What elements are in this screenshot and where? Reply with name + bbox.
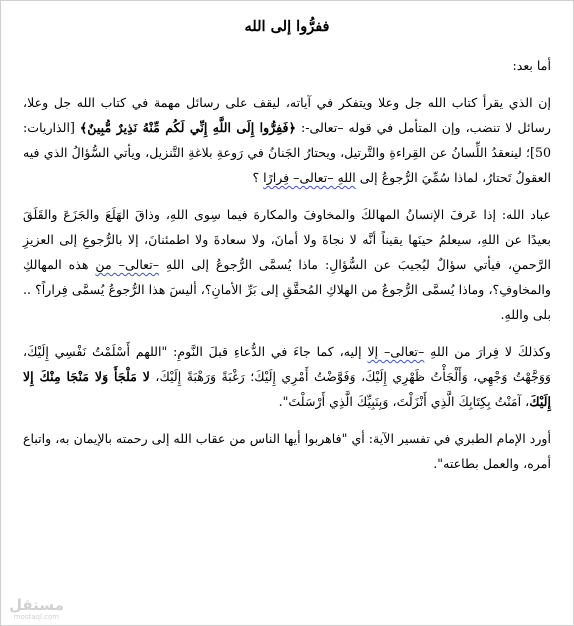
paragraph-2-text-a: عباد الله: إذا عَرفَ الإنسانُ المهالكَ والمخاوفَ والمكارهَ فيما سِوى اللهِ، وذاقَ الهَلَعَ والجَزَعَ والقَلَقَ بعيدًا عن اللهِ، سيعلمُ حينَها يقيناً أنَّه لا نجاةَ ولا أمانَ، ولا سعادةَ ولا اطمئنانَ، إلا بالرُّجوعِ إلى العزيزِ الرَّحمنِ، فيأتي سؤالٌ ليُجيبَ عن السُّؤالِ: ماذا يُسمَّى الرُّجوعُ إلى اللهِ [23,207,551,272]
greeting-line: أما بعد: [512,58,551,73]
quran-verse: ﴿فَفِرُّوا إِلَى اللَّهِ إِنِّي لَكُم مِّنْهُ نَذِيرٌ مُّبِينٌ﴾ [79,120,296,135]
watermark-site: mostaql.com [13,613,60,621]
watermark-logo: مستقل [9,596,64,614]
mostaql-watermark [9,598,64,621]
spellcheck-underline-2: –تعالى– من [95,257,160,272]
paragraph-4 [23,426,551,476]
page-title: ففرُّوا إلى الله [244,18,330,35]
document-body [23,15,551,625]
paragraph-3-text-c: ، آمَنْتُ بِكِتَابِكَ الَّذِي أَنْزَلْتَ، وَبِنَبِيِّكَ الَّذِي أَرْسَلْتَ". [278,394,530,409]
paragraph-1-text-c: ؟ [252,170,264,185]
spellcheck-underline-1: اللهِ –تعالى– فِرارًا [263,170,356,185]
hadith-bold-phrase: لا مَلْجَأَ وَلا مَنْجَا مِنْكَ إِلا إِلَيْكَ [23,369,551,409]
paragraph-1-text-b: [الذاريات: 50]؛ لينعقدُ اللِّسانُ عن القِراءةِ والتَّرتيل، ويحتارُ الجَنانُ في رَوعةِ بلاغةِ التَّنزيل، ويأتي السُّؤالُ الذي فيه العقولُ تَحتارُ، لماذا سُمِّيَ الرُّجوعُ إلى [23,120,551,185]
paragraph-2 [23,202,551,327]
paragraph-1 [23,90,551,190]
paragraph-2-text-b: هذه المهالكِ والمخاوفِ؟، وماذا يُسمَّى الرُّجوعُ من الهلاكِ المُحقَّقِ إلى بَرِّ الأمانِ؟، أليسَ هذا الرُّجوعُ يُسمَّى فِراراً؟ .. بلى واللهِ. [23,257,551,322]
paragraph-3-text-a: وكذلكَ لا فِرارَ من اللهِ [424,344,552,359]
paragraph-1-text-a: إن الذي يقرأ كتاب الله جل وعلا ويتفكر في آياته، ليقف على رسائل مهمة في كتاب الله جل وعلا، رسائل لا تنضب، وإن المتأمل في قوله –تعالى-: [23,95,551,135]
paragraph-3-text-b: إليه، كما جاءَ في الدُّعاءِ قبلَ النَّومِ: "اللهم أَسْلَمْتُ نَفْسِي إِلَيْكَ، وَوَجَّهْتُ وَجْهِي، وَأَلْجَأْتُ ظَهْرِي إِلَيْكَ، وَفَوَّضْتُ أَمْرِي إِلَيْكَ؛ رَغْبَةً وَرَهْبَةً إِلَيْكَ، [23,344,551,384]
paragraph-3 [23,339,551,414]
spellcheck-underline-3: –تعالى– إلا [367,344,425,359]
paragraph-4-text: أورد الإمام الطبري في تفسير الآية: أي "فاهربوا أيها الناس من عقاب الله إلى رحمته بالإيمان به، واتباع أمره، والعمل بطاعته". [23,431,551,471]
